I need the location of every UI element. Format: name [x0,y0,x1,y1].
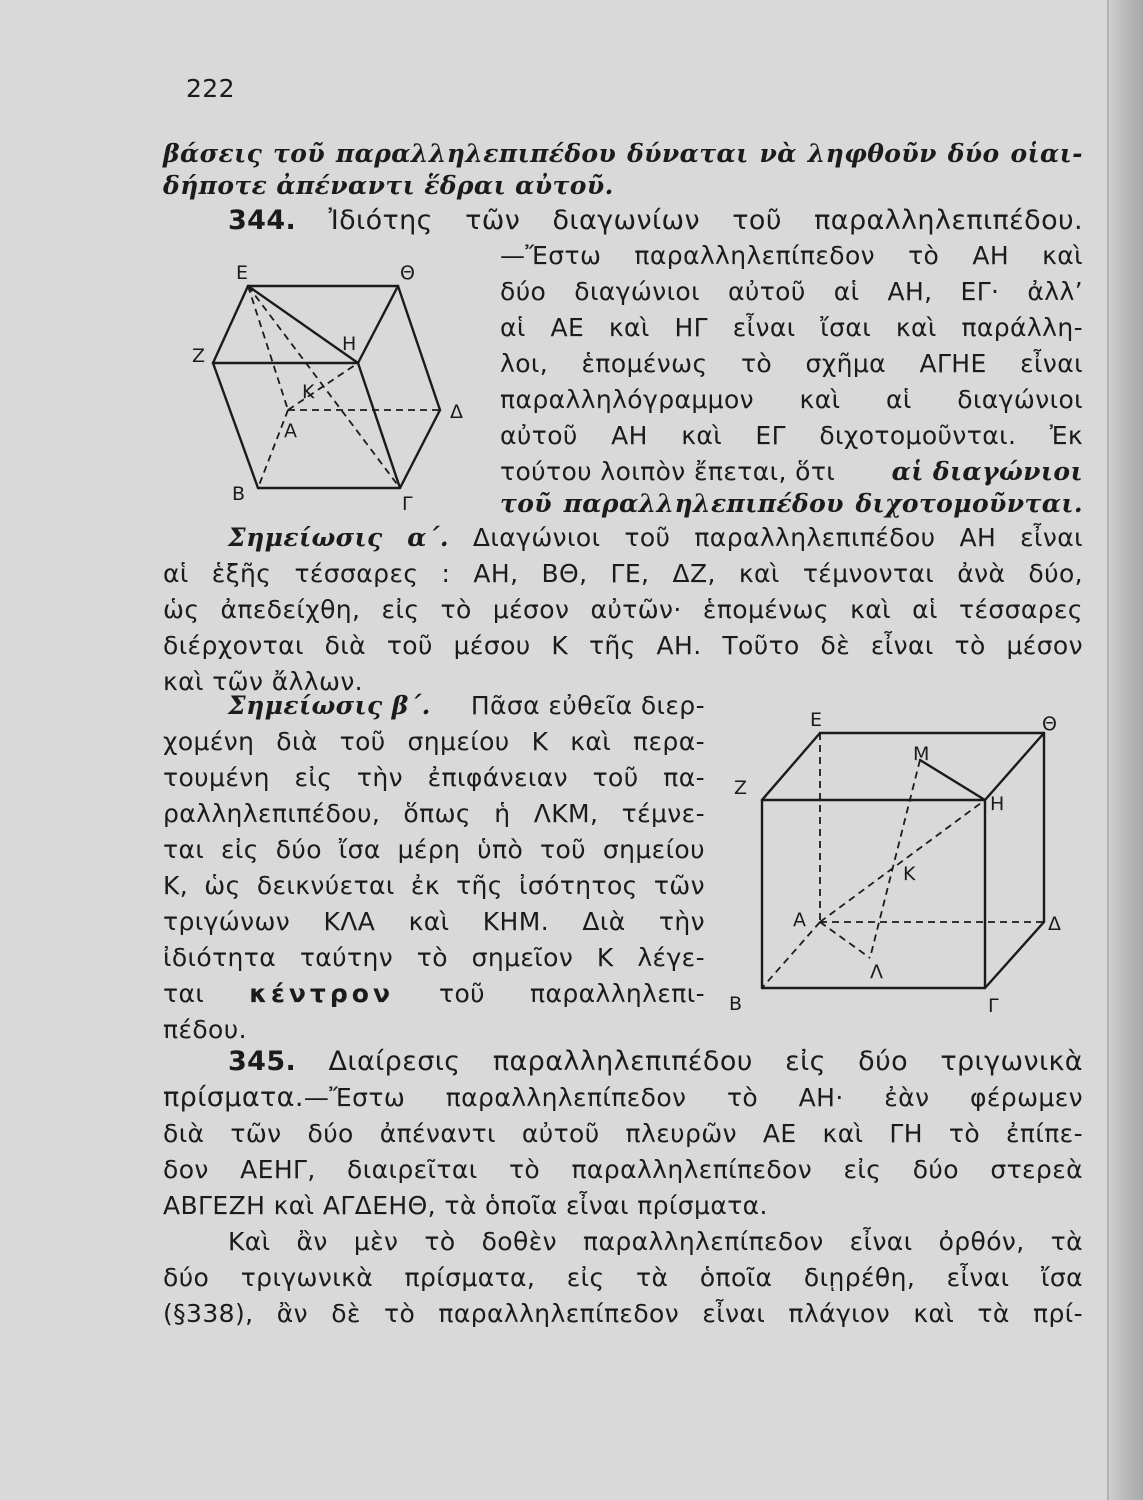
s344-line-8: τοῦ παραλληλεπιπέδου διχοτομοῦνται. [500,489,1083,518]
note-b-line-1: Σημείωσις β΄. Πᾶσα εὐθεῖα διερ- [228,691,705,720]
s344-line-1: —Ἔστω παραλληλεπίπεδον τὸ ΑΗ καὶ [500,241,1083,270]
fig1-label-b: Β [232,483,246,505]
note-a-line-5: καὶ τῶν ἄλλων. [163,667,364,696]
figure-parallelepiped-center [720,700,1080,1030]
s344-line-3: αἱ ΑΕ καὶ ΗΓ εἶναι ἴσαι καὶ παράλλη- [500,313,1083,342]
page-edge [1107,0,1143,1500]
fig1-label-e: Ε [236,262,249,284]
s345-line-5: ΑΒΓΕΖΗ καὶ ΑΓΔΕΗΘ, τὰ ὁποῖα εἶναι πρίσματα. [163,1191,768,1220]
note-b-line-2: χομένη διὰ τοῦ σημείου Κ καὶ περα- [163,727,705,756]
fig1-label-h: Η [342,333,357,355]
fig2-label-k: Κ [903,863,916,885]
s345-para2-line-2: δύο τριγωνικὰ πρίσματα, εἰς τὰ ὁποῖα διῃρέθη, εἶναι ἴσα [163,1263,1083,1292]
s345-line-3: διὰ τῶν δύο ἀπέναντι αὐτοῦ πλευρῶν ΑΕ καὶ ΓΗ τὸ ἐπίπε- [163,1119,1083,1148]
fig2-label-b: Β [729,993,743,1015]
s344-line-4: λοι, ἑπομένως τὸ σχῆμα ΑΓΗΕ εἶναι [500,349,1083,378]
figure-parallelepiped-diagonals [180,260,480,520]
note-a-line-3: ὡς ἀπεδείχθη, εἰς τὸ μέσον αὐτῶν· ἑπομένως καὶ αἱ τέσσαρες [163,595,1083,624]
s344-line-7: τούτου λοιπὸν ἔπεται, ὅτι αἱ διαγώνιοι [500,457,1083,486]
fig1-label-z: Ζ [192,345,206,367]
s344-line-5: παραλληλόγραμμον καὶ αἱ διαγώνιοι [500,385,1083,414]
fig1-label-delta: Δ [450,401,463,423]
note-b-line-3: τουμένη εἰς τὴν ἐπιφάνειαν τοῦ πα- [163,763,705,792]
s344-line-2: δύο διαγώνιοι αὐτοῦ αἱ ΑΗ, ΕΓ· ἀλλ’ [500,277,1083,306]
note-b-line-4: ραλληλεπιπέδου, ὅπως ἡ ΛΚΜ, τέμνε- [163,799,705,828]
note-b-line-5: ται εἰς δύο ἴσα μέρη ὑπὸ τοῦ σημείου [163,835,705,864]
section-345-heading: 345. Διαίρεσις παραλληλεπιπέδου εἰς δύο τριγωνικὰ [228,1046,1084,1077]
s345-para2-line-1: Καὶ ἂν μὲν τὸ δοθὲν παραλληλεπίπεδον εἶναι ὀρθόν, τὰ [228,1227,1083,1256]
fig1-label-theta: Θ [400,262,415,284]
term-kentron: κέντρον [249,979,394,1008]
fig2-label-delta: Δ [1048,913,1061,935]
fig2-label-h: Η [990,793,1005,815]
intro-line-1: βάσεις τοῦ παραλληλεπιπέδου δύναται νὰ ληφθοῦν δύο οἱαι- [163,139,1083,168]
intro-line-2: δήποτε ἀπέναντι ἕδραι αὐτοῦ. [163,171,614,200]
s345-para2-line-3: (§338), ἂν δὲ τὸ παραλληλεπίπεδον εἶναι πλάγιον καὶ τὰ πρί- [163,1299,1083,1328]
page-number: 222 [186,74,235,103]
note-a-line-4: διέρχονται διὰ τοῦ μέσου Κ τῆς ΑΗ. Τοῦτο δὲ εἶναι τὸ μέσον [163,631,1083,660]
fig2-label-e: Ε [810,709,823,731]
section-344-heading: 344. Ἰδιότης τῶν διαγωνίων τοῦ παραλληλεπιπέδου. [228,205,1084,236]
note-a-line-2: αἱ ἑξῆς τέσσαρες : ΑΗ, ΒΘ, ΓΕ, ΔΖ, καὶ τέμνονται ἀνὰ δύο, [163,559,1083,588]
note-b-line-8: ἰδιότητα ταύτην τὸ σημεῖον Κ λέγε- [163,943,705,972]
fig1-label-a: Α [284,420,297,442]
fig2-label-lambda: Λ [870,961,883,983]
fig2-label-z: Ζ [734,777,748,799]
fig1-label-gamma: Γ [402,493,413,515]
fig2-label-m: Μ [913,743,930,765]
note-b-line-9: ται κέντρον τοῦ παραλληλεπι- [163,979,705,1008]
note-b-line-7: τριγώνων ΚΛΑ καὶ ΚΗΜ. Διὰ τὴν [163,907,705,936]
note-a-line-1: Σημείωσις α΄. Διαγώνιοι τοῦ παραλληλεπιπέδου ΑΗ εἶναι [228,523,1083,552]
fig2-label-gamma: Γ [988,995,999,1017]
s345-line-4: δον ΑΕΗΓ, διαιρεῖται τὸ παραλληλεπίπεδον εἰς δύο στερεὰ [163,1155,1083,1184]
fig1-label-k: Κ [302,381,315,403]
s345-line-2: πρίσματα.—Ἔστω παραλληλεπίπεδον τὸ ΑΗ· ἐὰν φέρωμεν [163,1082,1083,1113]
note-b-line-6: Κ, ὡς δεικνύεται ἐκ τῆς ἰσότητος τῶν [163,871,705,900]
fig2-label-a: Α [793,909,806,931]
s344-line-6: αὐτοῦ ΑΗ καὶ ΕΓ διχοτομοῦνται. Ἐκ [500,421,1083,450]
note-b-line-10: πέδου. [163,1015,247,1044]
fig2-label-theta: Θ [1042,713,1057,735]
